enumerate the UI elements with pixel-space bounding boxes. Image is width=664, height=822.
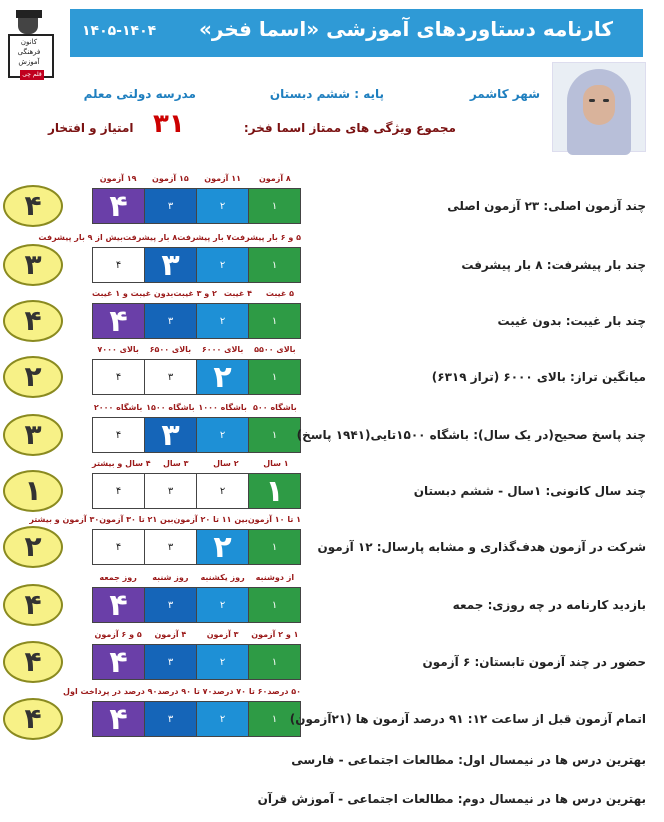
row-7-level-grid [92, 529, 301, 565]
row-label: بیش از ۹ بار پیشرفت [38, 233, 124, 242]
row-label: باشگاه ۱۰۰۰ [198, 403, 247, 412]
level-cell-3: ۳ [144, 645, 196, 679]
row-3-level-grid [92, 303, 301, 339]
level-cell-3: ۳ [144, 530, 196, 564]
row-label: ۵ غیبت [265, 289, 295, 298]
level-cell-3: ۳ [144, 360, 196, 394]
row-label: ۷۰ تا ۹۰ درصد [157, 687, 213, 696]
row-4-score-badge: ۲ [3, 356, 63, 398]
level-cell-4: ۴ [93, 474, 144, 508]
row-label: ۲ و ۳ غیبت [173, 289, 217, 298]
face-shape [583, 85, 615, 125]
row-4-labels [92, 345, 301, 354]
level-cell-2: ۲ [196, 702, 248, 736]
level-cell-2: ۲ [196, 418, 248, 452]
best-subjects-first-semester: بهترین درس ها در نیمسال اول: مطالعات اجتماعی - فارسی [291, 753, 646, 767]
academic-year: ۱۴۰۵-۱۴۰۴ [82, 23, 157, 39]
level-cell-4: ۴ [93, 530, 144, 564]
row-label: ۸ آزمون [258, 174, 291, 183]
row-label: ۴ آزمون [154, 630, 187, 639]
level-cell-1: ۱ [248, 702, 300, 736]
level-cell-4: ۴ [93, 588, 144, 622]
level-cell-4: ۴ [93, 418, 144, 452]
row-8-level-grid [92, 587, 301, 623]
level-cell-3: ۳ [144, 474, 196, 508]
row-label: ۵۰ درصد [267, 687, 301, 696]
level-cell-2: ۲ [196, 530, 248, 564]
logo-figure [18, 18, 38, 34]
level-cell-2: ۲ [196, 304, 248, 338]
level-cell-4: ۴ [93, 248, 144, 282]
row-8-score-badge: ۴ [3, 584, 63, 626]
row-1-score-badge: ۴ [3, 185, 63, 227]
row-label: ۱۵ آزمون [152, 174, 189, 183]
row-label: بین ۱۱ تا ۲۰ آزمون [173, 515, 248, 524]
level-cell-2: ۲ [196, 588, 248, 622]
level-cell-2: ۲ [196, 189, 248, 223]
level-cell-2: ۲ [196, 474, 248, 508]
best-subjects-second-semester: بهترین درس ها در نیمسال دوم: مطالعات اجتماعی - آموزش قرآن [257, 792, 646, 806]
row-8-question: بازدید کارنامه در چه روزی: جمعه [452, 598, 646, 612]
row-9-level-grid [92, 644, 301, 680]
row-label: ۱ تا ۱۰ آزمون [247, 515, 301, 524]
row-label: ۱ و ۲ آزمون [251, 630, 299, 639]
level-cell-3: ۳ [144, 588, 196, 622]
row-6-question: چند سال کانونی: ۱سال - ششم دبستان [413, 484, 646, 498]
row-6-score-badge: ۱ [3, 470, 63, 512]
row-2-score-badge: ۳ [3, 244, 63, 286]
level-cell-1: ۱ [248, 304, 300, 338]
row-1-level-grid [92, 188, 301, 224]
row-6-level-grid [92, 473, 301, 509]
points-label: امتیاز و افتخار [48, 121, 134, 135]
logo-badge: قلم چی [20, 70, 44, 80]
row-2-labels [38, 233, 301, 242]
level-cell-1: ۱ [248, 474, 300, 508]
row-9-labels [92, 630, 301, 639]
level-cell-3: ۳ [144, 248, 196, 282]
row-label: بالای ۷۰۰۰ [97, 345, 139, 354]
logo-text-1: کانون [20, 38, 38, 46]
row-label: ۷ بار پیشرفت [177, 233, 232, 242]
eye-right [603, 99, 609, 102]
kanoon-logo [6, 10, 58, 84]
graduation-cap-icon [16, 10, 42, 18]
row-label: روز یکشنبه [200, 573, 245, 582]
row-label: روز جمعه [99, 573, 137, 582]
level-cell-1: ۱ [248, 645, 300, 679]
level-cell-3: ۳ [144, 304, 196, 338]
eye-left [589, 99, 595, 102]
row-3-question: چند بار غیبت: بدون غیبت [497, 314, 646, 328]
row-5-question: چند پاسخ صحیح(در یک سال): باشگاه ۱۵۰۰تایی(۱۹۴۱ پاسخ) [296, 428, 646, 442]
row-7-score-badge: ۲ [3, 526, 63, 568]
level-cell-2: ۲ [196, 248, 248, 282]
row-10-score-badge: ۴ [3, 698, 63, 740]
row-3-labels [92, 289, 301, 298]
level-cell-3: ۳ [144, 702, 196, 736]
row-label: باشگاه ۲۰۰۰ [93, 403, 143, 412]
row-label: ۱۱ آزمون [204, 174, 241, 183]
row-10-question: اتمام آزمون قبل از ساعت ۱۲: ۹۱ درصد آزمون ها (۲۱آزمون) [289, 712, 646, 726]
row-label: روز شنبه [152, 573, 189, 582]
row-10-labels [63, 687, 301, 696]
row-label: ۵ و ۶ بار پیشرفت [231, 233, 301, 242]
row-8-labels [92, 573, 301, 582]
level-cell-1: ۱ [248, 248, 300, 282]
row-4-level-grid [92, 359, 301, 395]
level-cell-1: ۱ [248, 530, 300, 564]
level-cell-3: ۳ [144, 418, 196, 452]
points-value: ۳۱ [153, 109, 185, 139]
row-label: ۲ سال [213, 459, 239, 468]
row-label: بالای ۶۵۰۰ [149, 345, 192, 354]
level-cell-1: ۱ [248, 189, 300, 223]
row-7-labels [29, 515, 301, 524]
row-label: ۴ سال و بیشتر [91, 459, 151, 468]
city-label: شهر کاشمر [469, 87, 540, 101]
row-label: ۳ سال [162, 459, 189, 468]
level-cell-4: ۴ [93, 304, 144, 338]
level-cell-3: ۳ [144, 189, 196, 223]
level-cell-1: ۱ [248, 418, 300, 452]
student-photo [552, 62, 646, 152]
row-5-level-grid [92, 417, 301, 453]
row-label: ۳ آزمون [206, 630, 239, 639]
row-6-labels [92, 459, 301, 468]
logo-text-2: فرهنگی [17, 48, 41, 56]
row-label: بالای ۵۵۰۰ [254, 345, 296, 354]
row-7-question: شرکت در آزمون هدف‌گذاری و مشابه پارسال: ۱۲ آزمون [317, 540, 646, 554]
row-label: بین ۲۱ تا ۳۰ آزمون [99, 515, 174, 524]
grade-label: پایه : ششم دبستان [269, 87, 384, 101]
level-cell-4: ۴ [93, 645, 144, 679]
row-label: بالای ۶۰۰۰ [201, 345, 244, 354]
logo-text-3: آموزش [18, 58, 40, 66]
level-cell-4: ۴ [93, 702, 144, 736]
level-cell-2: ۲ [196, 645, 248, 679]
page-title: کارنامه دستاوردهای آموزشی «اسما فخر» [199, 17, 613, 41]
row-label: ۱۹ آزمون [99, 174, 137, 183]
row-5-labels [92, 403, 301, 412]
level-cell-4: ۴ [93, 360, 144, 394]
row-label: ۸ بار پیشرفت [123, 233, 178, 242]
row-label: ۵ و ۶ آزمون [94, 630, 142, 639]
row-label: از دوشنبه [255, 573, 295, 582]
row-1-question: چند آزمون اصلی: ۲۳ آزمون اصلی [447, 199, 646, 213]
level-cell-1: ۱ [248, 360, 300, 394]
level-cell-4: ۴ [93, 189, 144, 223]
row-label: ۶۰ تا ۷۰ درصد [212, 687, 268, 696]
row-label: باشگاه ۱۵۰۰ [146, 403, 195, 412]
row-5-score-badge: ۳ [3, 414, 63, 456]
row-label: ۹۰ درصد در پرداخت اول [63, 687, 158, 696]
row-label: ۳۰ آزمون و بیشتر [29, 515, 100, 524]
row-9-score-badge: ۴ [3, 641, 63, 683]
title-bar [70, 9, 643, 57]
row-label: ۴ غیبت [223, 289, 253, 298]
school-label: مدرسه دولتی معلم [83, 87, 196, 101]
row-1-labels [92, 174, 301, 183]
row-2-level-grid [92, 247, 301, 283]
level-cell-2: ۲ [196, 360, 248, 394]
row-label: بدون غیبت و ۱ غیبت [92, 289, 174, 298]
row-9-question: حضور در چند آزمون تابستان: ۶ آزمون [422, 655, 646, 669]
features-label: مجموع ویژگی های ممتاز اسما فخر: [243, 121, 456, 135]
row-label: ۱ سال [263, 459, 289, 468]
row-10-level-grid [92, 701, 301, 737]
row-4-question: میانگین تراز: بالای ۶۰۰۰ (تراز ۶۳۱۹) [431, 370, 646, 384]
row-2-question: چند بار پیشرفت: ۸ بار پیشرفت [461, 258, 646, 272]
row-3-score-badge: ۴ [3, 300, 63, 342]
row-label: باشگاه ۵۰۰ [253, 403, 297, 412]
level-cell-1: ۱ [248, 588, 300, 622]
